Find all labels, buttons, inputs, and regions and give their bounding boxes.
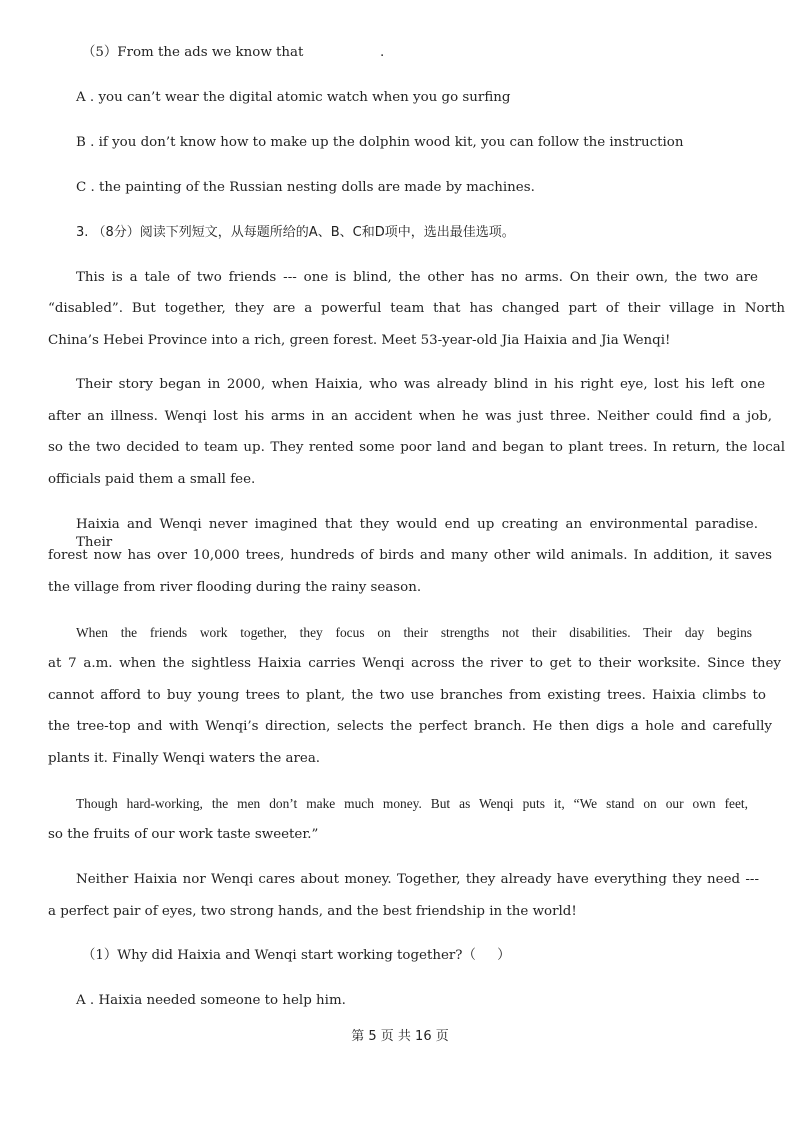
passage-line: after an illness. Wenqi lost his arms in an accident when he was just three. Neither could find a job, (48, 409, 772, 424)
passage-line: plants it. Finally Wenqi waters the area. (48, 751, 321, 766)
passage-line: Though hard-working, the men don’t make much money. But as Wenqi puts it, “We stand on our own feet, (76, 796, 748, 811)
question-1-stem: （1）Why did Haixia and Wenqi start working together?（ ） (82, 948, 511, 963)
passage-line: the tree-top and with Wenqi’s direction, selects the perfect branch. He then digs a hole and carefully (48, 719, 772, 734)
question-5-option-c: C . the painting of the Russian nesting dolls are made by machines. (76, 180, 535, 195)
passage-line: China’s Hebei Province into a rich, green forest. Meet 53-year-old Jia Haixia and Jia Wenqi! (48, 333, 671, 348)
question-1-option-a: A . Haixia needed someone to help him. (76, 993, 346, 1008)
passage-line: Haixia and Wenqi never imagined that they would end up creating an environmental paradise. Their (76, 517, 758, 550)
passage-line: at 7 a.m. when the sightless Haixia carries Wenqi across the river to get to their worksite. Since they (48, 656, 781, 671)
page-number-footer: 第 5 页 共 16 页 (351, 1029, 449, 1044)
passage-line: Their story began in 2000, when Haixia, who was already blind in his right eye, lost his left one (76, 377, 765, 392)
question-5-option-b: B . if you don’t know how to make up the dolphin wood kit, you can follow the instruction (76, 135, 684, 150)
passage-line: the village from river flooding during the rainy season. (48, 580, 422, 595)
question-5-option-a: A . you can’t wear the digital atomic watch when you go surfing (76, 90, 511, 105)
passage-line: When the friends work together, they focus on their strengths not their disabilities. Their day begins (76, 625, 752, 640)
passage-line: a perfect pair of eyes, two strong hands, and the best friendship in the world! (48, 904, 577, 919)
passage-line: This is a tale of two friends --- one is blind, the other has no arms. On their own, the two are (76, 270, 758, 285)
passage-line: forest now has over 10,000 trees, hundreds of birds and many other wild animals. In addition, it saves (48, 548, 772, 563)
passage-line: so the two decided to team up. They rented some poor land and began to plant trees. In return, the local (48, 440, 785, 455)
passage-line: cannot afford to buy young trees to plant, the two use branches from existing trees. Haixia climbs to (48, 688, 766, 703)
passage-line: Neither Haixia nor Wenqi cares about money. Together, they already have everything they need --- (76, 872, 759, 887)
question-5-stem: （5）From the ads we know that . (82, 45, 385, 60)
question-3-header: 3. （8分）阅读下列短文，从每题所给的A、B、C和D项中，选出最佳选项。 (76, 225, 515, 240)
passage-line: officials paid them a small fee. (48, 472, 256, 487)
passage-line: so the fruits of our work taste sweeter.” (48, 827, 319, 842)
passage-line: “disabled”. But together, they are a powerful team that has changed part of their village in North (48, 301, 785, 316)
